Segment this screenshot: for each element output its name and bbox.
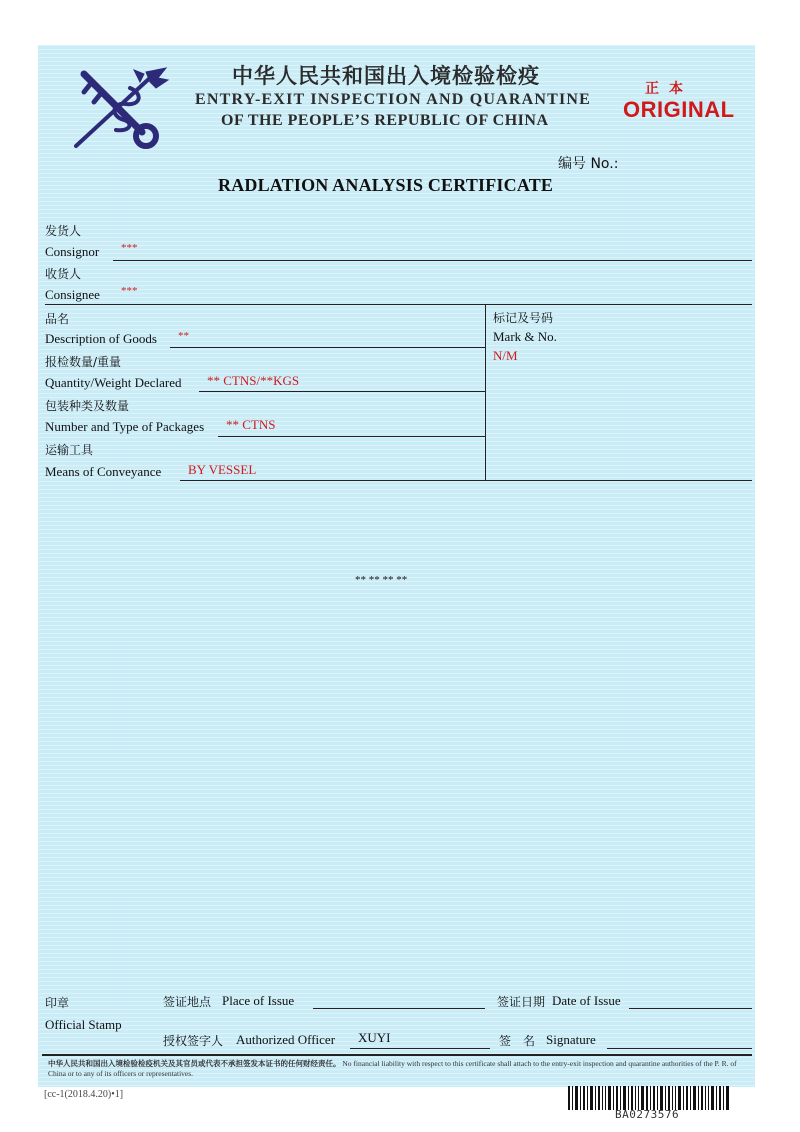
consignor-label: Consignor <box>45 244 100 259</box>
inspection-emblem-icon <box>70 66 170 156</box>
marks-label: Mark & No. <box>493 329 557 344</box>
date-label-cn: 签证日期 <box>497 995 546 1009</box>
officer-label: Authorized Officer <box>236 1032 336 1047</box>
consignee-underline <box>45 304 752 305</box>
consignor-underline <box>113 260 752 261</box>
barcode-icon <box>568 1086 730 1110</box>
marks-column-divider <box>485 304 486 480</box>
signature-underline <box>607 1048 752 1049</box>
consignee-label-cn: 收货人 <box>45 267 82 281</box>
marks-label-cn: 标记及号码 <box>493 311 554 325</box>
conveyance-label-cn: 运输工具 <box>45 443 94 457</box>
marks-value: N/M <box>493 348 518 363</box>
goods-underline <box>170 347 485 348</box>
packages-value: ** CTNS <box>226 417 276 432</box>
liability-disclaimer-en: No financial liability with respect to this certificate shall attach to the entry-exit inspection and quarantine authorities of the P. R. of China or to any of its officers or representatives. <box>48 1059 737 1078</box>
quantity-value: ** CTNS/**KGS <box>207 373 300 388</box>
packages-label-cn: 包装种类及数量 <box>45 399 130 413</box>
certificate-number-label: 编号 No.: <box>558 156 619 172</box>
consignee-value: *** <box>121 285 138 297</box>
liability-disclaimer-cn: 中华人民共和国出入境检验检疫机关及其官员或代表不承担签发本证书的任何财经责任。 <box>48 1059 341 1068</box>
consignee-label: Consignee <box>45 287 100 302</box>
goods-label-cn: 品名 <box>45 312 70 326</box>
form-code: [cc-1(2018.4.20)•1] <box>44 1089 124 1100</box>
consignor-value: *** <box>121 242 138 254</box>
authority-title-en-line2: OF THE PEOPLE’S REPUBLIC OF CHINA <box>221 112 549 129</box>
goods-value: ** <box>178 330 189 342</box>
packages-underline <box>218 436 485 437</box>
packages-label: Number and Type of Packages <box>45 419 205 434</box>
officer-underline <box>350 1048 490 1049</box>
original-mark-en: ORIGINAL <box>623 97 735 122</box>
barcode-number: BA0273576 <box>615 1108 680 1121</box>
date-underline <box>629 1008 752 1009</box>
goods-label: Description of Goods <box>45 331 157 346</box>
quantity-underline <box>199 391 485 392</box>
signature-label-cn: 签 名 <box>499 1034 536 1048</box>
place-label: Place of Issue <box>222 993 295 1008</box>
original-mark-cn: 正本 <box>645 81 693 97</box>
authority-title-en-line1: ENTRY-EXIT INSPECTION AND QUARANTINE <box>195 91 592 108</box>
certificate-sheet <box>38 45 755 1087</box>
place-label-cn: 签证地点 <box>163 995 212 1009</box>
stamp-label-cn: 印章 <box>45 996 70 1010</box>
conveyance-label: Means of Conveyance <box>45 464 162 479</box>
stamp-label: Official Stamp <box>45 1017 122 1032</box>
analysis-body-text: ** ** ** ** <box>355 574 408 586</box>
footer-rule <box>42 1054 752 1056</box>
officer-label-cn: 授权签字人 <box>163 1034 224 1048</box>
authority-title-cn: 中华人民共和国出入境检验检疫 <box>232 64 540 88</box>
date-label: Date of Issue <box>552 993 621 1008</box>
liability-disclaimer <box>48 1059 753 1079</box>
certificate-title: RADLATION ANALYSIS CERTIFICATE <box>218 175 554 195</box>
officer-value: XUYI <box>358 1030 391 1045</box>
consignor-label-cn: 发货人 <box>45 224 82 238</box>
signature-label: Signature <box>546 1032 596 1047</box>
conveyance-value: BY VESSEL <box>188 462 257 477</box>
place-underline <box>313 1008 485 1009</box>
conveyance-underline <box>180 480 752 481</box>
quantity-label: Quantity/Weight Declared <box>45 375 182 390</box>
quantity-label-cn: 报检数量/重量 <box>45 355 122 369</box>
